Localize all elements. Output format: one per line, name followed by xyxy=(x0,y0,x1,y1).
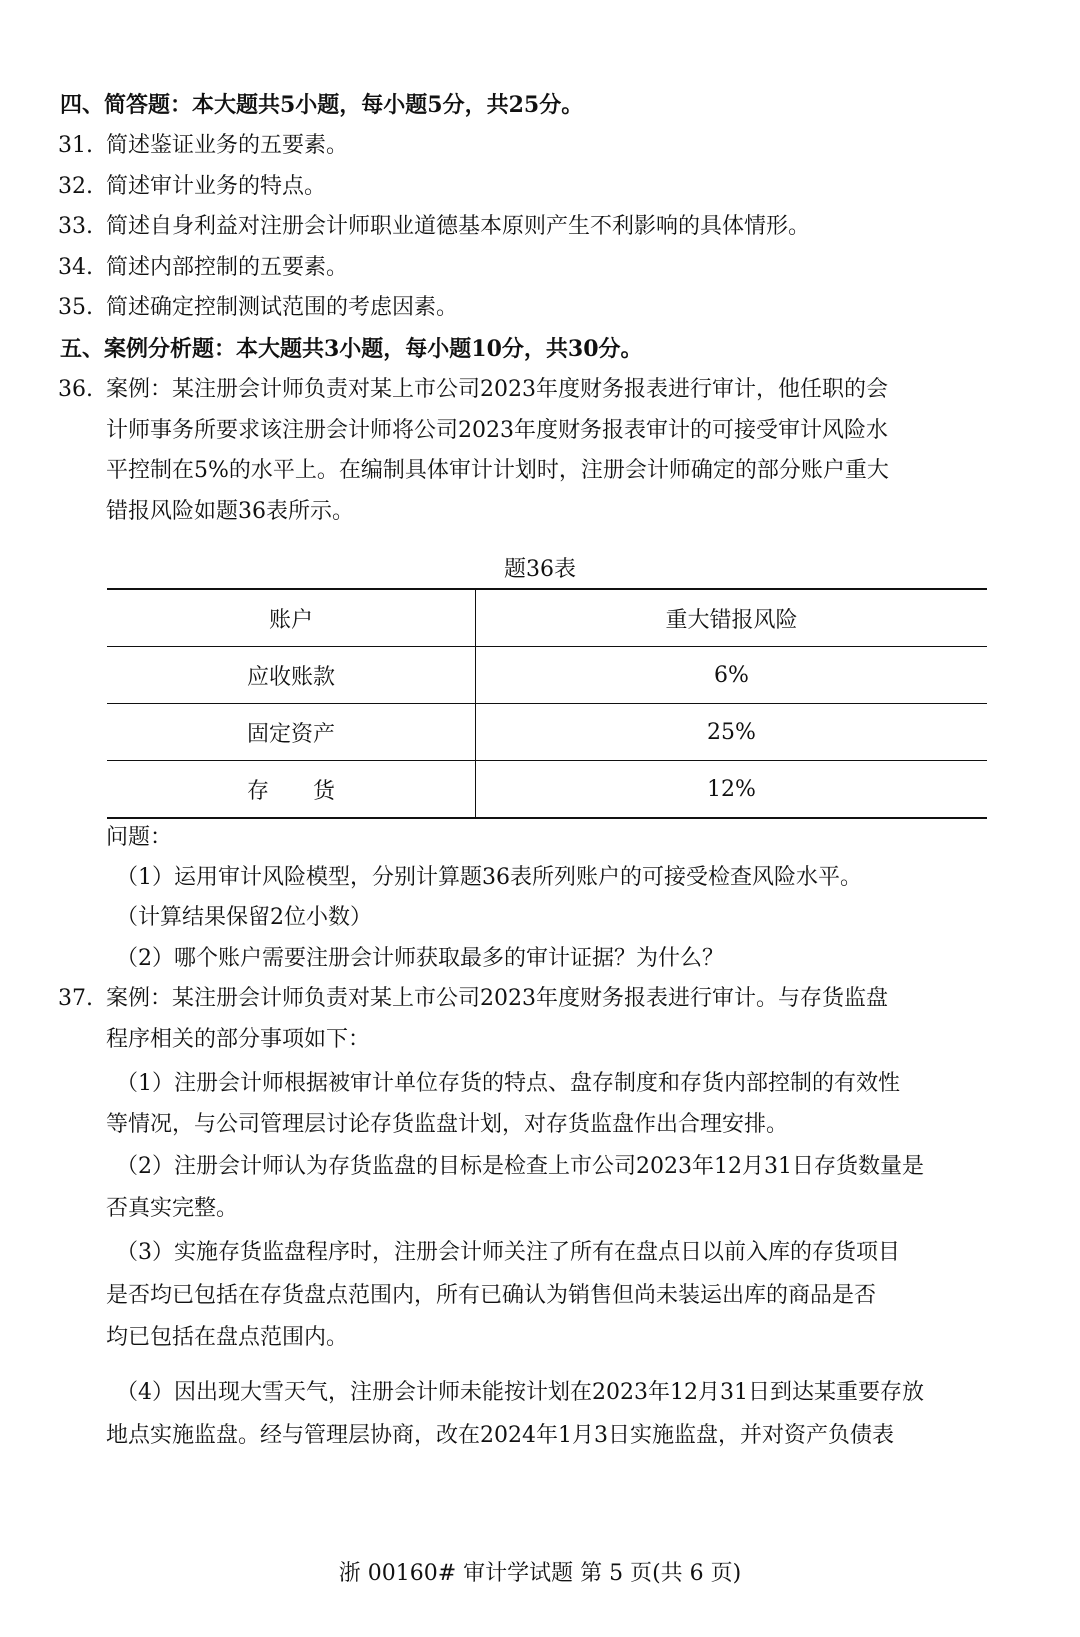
table-row xyxy=(107,647,987,704)
question-37-line-9: 均已包括在盘点范围内。 xyxy=(106,1325,349,1350)
question-36-line-2: 计师事务所要求该注册会计师将公司2023年度财务报表审计的可接受审计风险水 xyxy=(106,418,888,443)
question-36-item-1: （1）运用审计风险模型，分别计算题36表所列账户的可接受检查风险水平。 xyxy=(116,865,862,890)
question-number: 32. xyxy=(58,174,93,199)
risk-cell: 25% xyxy=(476,704,988,761)
question-text: 案例：某注册会计师负责对某上市公司2023年度财务报表进行审计。与存货监盘 xyxy=(106,986,888,1011)
question-number: 37. xyxy=(58,986,93,1011)
table-row xyxy=(107,761,987,819)
question-text: 简述自身利益对注册会计师职业道德基本原则产生不利影响的具体情形。 xyxy=(106,214,811,239)
question-number: 31. xyxy=(58,133,93,158)
table-header-row xyxy=(107,589,987,647)
risk-cell: 6% xyxy=(476,647,988,704)
risk-table xyxy=(107,588,987,819)
question-text: 简述内部控制的五要素。 xyxy=(106,255,349,280)
question-36-item-1-note: （计算结果保留2位小数） xyxy=(116,905,372,930)
question-37-line-7: （3）实施存货监盘程序时，注册会计师关注了所有在盘点日以前入库的存货项目 xyxy=(116,1240,900,1265)
question-number: 33. xyxy=(58,214,93,239)
table-caption: 题36表 xyxy=(504,557,576,582)
table-row xyxy=(107,704,987,761)
question-36-line-1 xyxy=(58,375,888,405)
risk-cell: 12% xyxy=(476,761,988,819)
question-31 xyxy=(58,131,348,161)
question-number: 36. xyxy=(58,377,93,402)
question-37-line-2: 程序相关的部分事项如下： xyxy=(106,1027,371,1052)
question-36-line-4: 错报风险如题36表所示。 xyxy=(106,499,354,524)
question-35 xyxy=(58,293,458,323)
column-header-account: 账户 xyxy=(107,589,476,647)
account-cell: 应收账款 xyxy=(107,647,476,704)
question-37-line-5: （2）注册会计师认为存货监盘的目标是检查上市公司2023年12月31日存货数量是 xyxy=(116,1154,924,1179)
question-32 xyxy=(58,172,326,202)
column-header-risk: 重大错报风险 xyxy=(476,589,988,647)
account-cell: 存 货 xyxy=(107,761,476,819)
question-text: 简述鉴证业务的五要素。 xyxy=(106,133,349,158)
question-37-line-11: 地点实施监盘。经与管理层协商，改在2024年1月3日实施监盘，并对资产负债表 xyxy=(106,1423,894,1448)
question-label: 问题： xyxy=(106,825,173,850)
question-text: 简述确定控制测试范围的考虑因素。 xyxy=(106,295,459,320)
question-37-line-10: （4）因出现大雪天气，注册会计师未能按计划在2023年12月31日到达某重要存放 xyxy=(116,1380,924,1405)
question-number: 34. xyxy=(58,255,93,280)
question-text: 简述审计业务的特点。 xyxy=(106,174,327,199)
question-37-line-8: 是否均已包括在存货盘点范围内，所有已确认为销售但尚未装运出库的商品是否 xyxy=(106,1283,877,1308)
section5-heading: 五、案例分析题：本大题共3小题，每小题10分，共30分。 xyxy=(60,336,643,362)
page-footer: 浙 00160# 审计学试题 第 5 页(共 6 页) xyxy=(338,1561,742,1586)
question-37-line-4: 等情况，与公司管理层讨论存货监盘计划，对存货监盘作出合理安排。 xyxy=(106,1112,789,1137)
question-number: 35. xyxy=(58,295,93,320)
question-36-line-3: 平控制在5%的水平上。在编制具体审计计划时，注册会计师确定的部分账户重大 xyxy=(106,458,889,483)
section4-heading: 四、简答题：本大题共5小题，每小题5分，共25分。 xyxy=(60,92,584,118)
question-text: 案例：某注册会计师负责对某上市公司2023年度财务报表进行审计，他任职的会 xyxy=(106,377,888,402)
question-37-line-1 xyxy=(58,984,888,1014)
question-33 xyxy=(58,212,810,242)
question-37-line-6: 否真实完整。 xyxy=(106,1196,239,1221)
account-cell: 固定资产 xyxy=(107,704,476,761)
question-34 xyxy=(58,253,348,283)
question-37-line-3: （1）注册会计师根据被审计单位存货的特点、盘存制度和存货内部控制的有效性 xyxy=(116,1071,900,1096)
question-36-item-2: （2）哪个账户需要注册会计师获取最多的审计证据？为什么？ xyxy=(116,946,724,971)
